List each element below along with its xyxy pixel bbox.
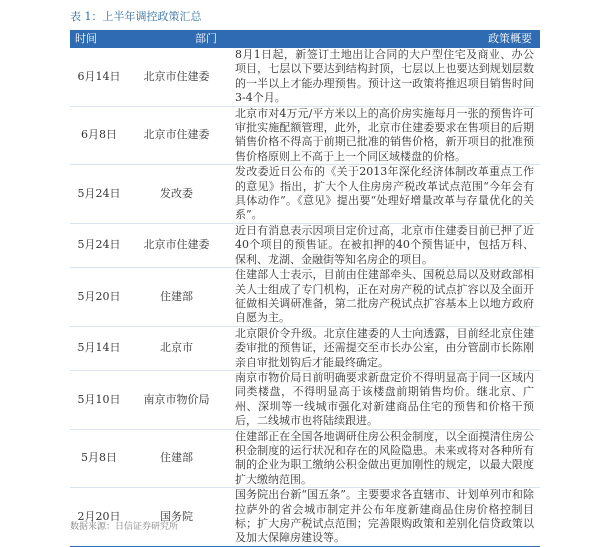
cell-summary: 南京市物价局日前明确要求新盘定价不得明显高于同一区域内同类楼盘，不得明显高于该楼盘前期销售均价。继北京、广州、深圳等一线城市强化对新建商品住宅的预售和价格干预后，二线城市也将陆续跟进。 (225, 370, 540, 429)
cell-summary: 近日有消息表示因项目定价过高，北京市住建委目前已押了近40个项目的预售证。在被扣押的40个预售证中，包括万科、保利、龙湖、金融街等知名房企的项目。 (225, 223, 540, 267)
cell-dept: 国务院 (128, 488, 225, 547)
table-row (70, 223, 540, 267)
cell-time: 5月24日 (70, 223, 128, 267)
cell-time: 6月14日 (70, 48, 128, 106)
cell-dept: 北京市 (128, 326, 225, 370)
table-body (70, 48, 540, 546)
table-row (70, 268, 540, 327)
table-row (70, 429, 540, 488)
cell-dept: 北京市住建委 (128, 48, 225, 106)
cell-dept: 发改委 (128, 165, 225, 224)
cell-time: 5月10日 (70, 370, 128, 429)
table-header (70, 30, 540, 48)
table-row (70, 48, 540, 106)
cell-summary: 住建部正在全国各地调研住房公积金制度，以全面摸清住房公积金制度的运行状况和存在的风险隐患。未来或将对各种所有制的企业为职工缴纳公积金做出更加刚性的规定，以最大限度扩大缴纳范围。 (225, 429, 540, 488)
cell-summary: 国务院出台新“国五条”。主要要求各直辖市、计划单列市和除拉萨外的省会城市制定并公布年度新建商品住房价格控制目标；扩大房产税试点范围；完善限购政策和差别化信贷政策以及加大保障房建设等。 (225, 488, 540, 547)
table-row (70, 326, 540, 370)
header-dept: 部门 (128, 30, 225, 48)
cell-dept: 住建部 (128, 429, 225, 488)
cell-summary: 发改委近日公布的《关于2013年深化经济体制改革重点工作的意见》指出，扩大个人住房房产税改革试点范围“今年会有具体动作”。《意见》提出要“处理好增量改革与存量优化的关系”。 (225, 165, 540, 224)
cell-summary: 8月1日起，新签订土地出让合同的大户型住宅及商业、办公项目，七层以下要达到结构封顶，七层以上也要达到规划层数的一半以上才能办理预售。预计这一政策将推迟项目销售时间3-4个月。 (225, 48, 540, 106)
cell-summary: 北京市对4万元/平方米以上的高价房实施每月一张的预售许可审批实施配额管理，此外，北京市住建委要求在售项目的后期销售价格不得高于前期已批准的销售价格，新开项目的批准预售价格原则上不高于上一个同区域楼盘的价格。 (225, 106, 540, 165)
cell-summary: 北京限价令升级。北京住建委的人士向透露，目前经北京住建委审批的预售证，还需提交至市长办公室，由分管副市长陈刚亲自审批划钩后才能最终确定。 (225, 326, 540, 370)
cell-dept: 北京市住建委 (128, 106, 225, 165)
cell-time: 5月20日 (70, 268, 128, 327)
header-time: 时间 (70, 30, 128, 48)
cell-time: 2月20日 (70, 488, 128, 547)
cell-time: 6月8日 (70, 106, 128, 165)
cell-time: 5月24日 (70, 165, 128, 224)
cell-dept: 北京市住建委 (128, 223, 225, 267)
cell-dept: 南京市物价局 (128, 370, 225, 429)
source-note: 数据来源：日信证券研究所 (70, 522, 179, 532)
policy-table (70, 30, 540, 547)
header-row (70, 30, 540, 48)
table-row (70, 370, 540, 429)
table-row (70, 106, 540, 165)
table-row (70, 165, 540, 224)
cell-time: 5月8日 (70, 429, 128, 488)
cell-summary: 住建部人士表示，目前由住建部牵头、国税总局以及财政部相关人士组成了专门机构，正在对房产税的试点扩容以及全面开征做相关调研准备，第二批房产税试点扩容基本上以地方政府自愿为主。 (225, 268, 540, 327)
header-summary: 政策概要 (225, 30, 540, 48)
table-caption: 表 1：上半年调控政策汇总 (70, 10, 202, 23)
cell-dept: 住建部 (128, 268, 225, 327)
cell-time: 5月14日 (70, 326, 128, 370)
